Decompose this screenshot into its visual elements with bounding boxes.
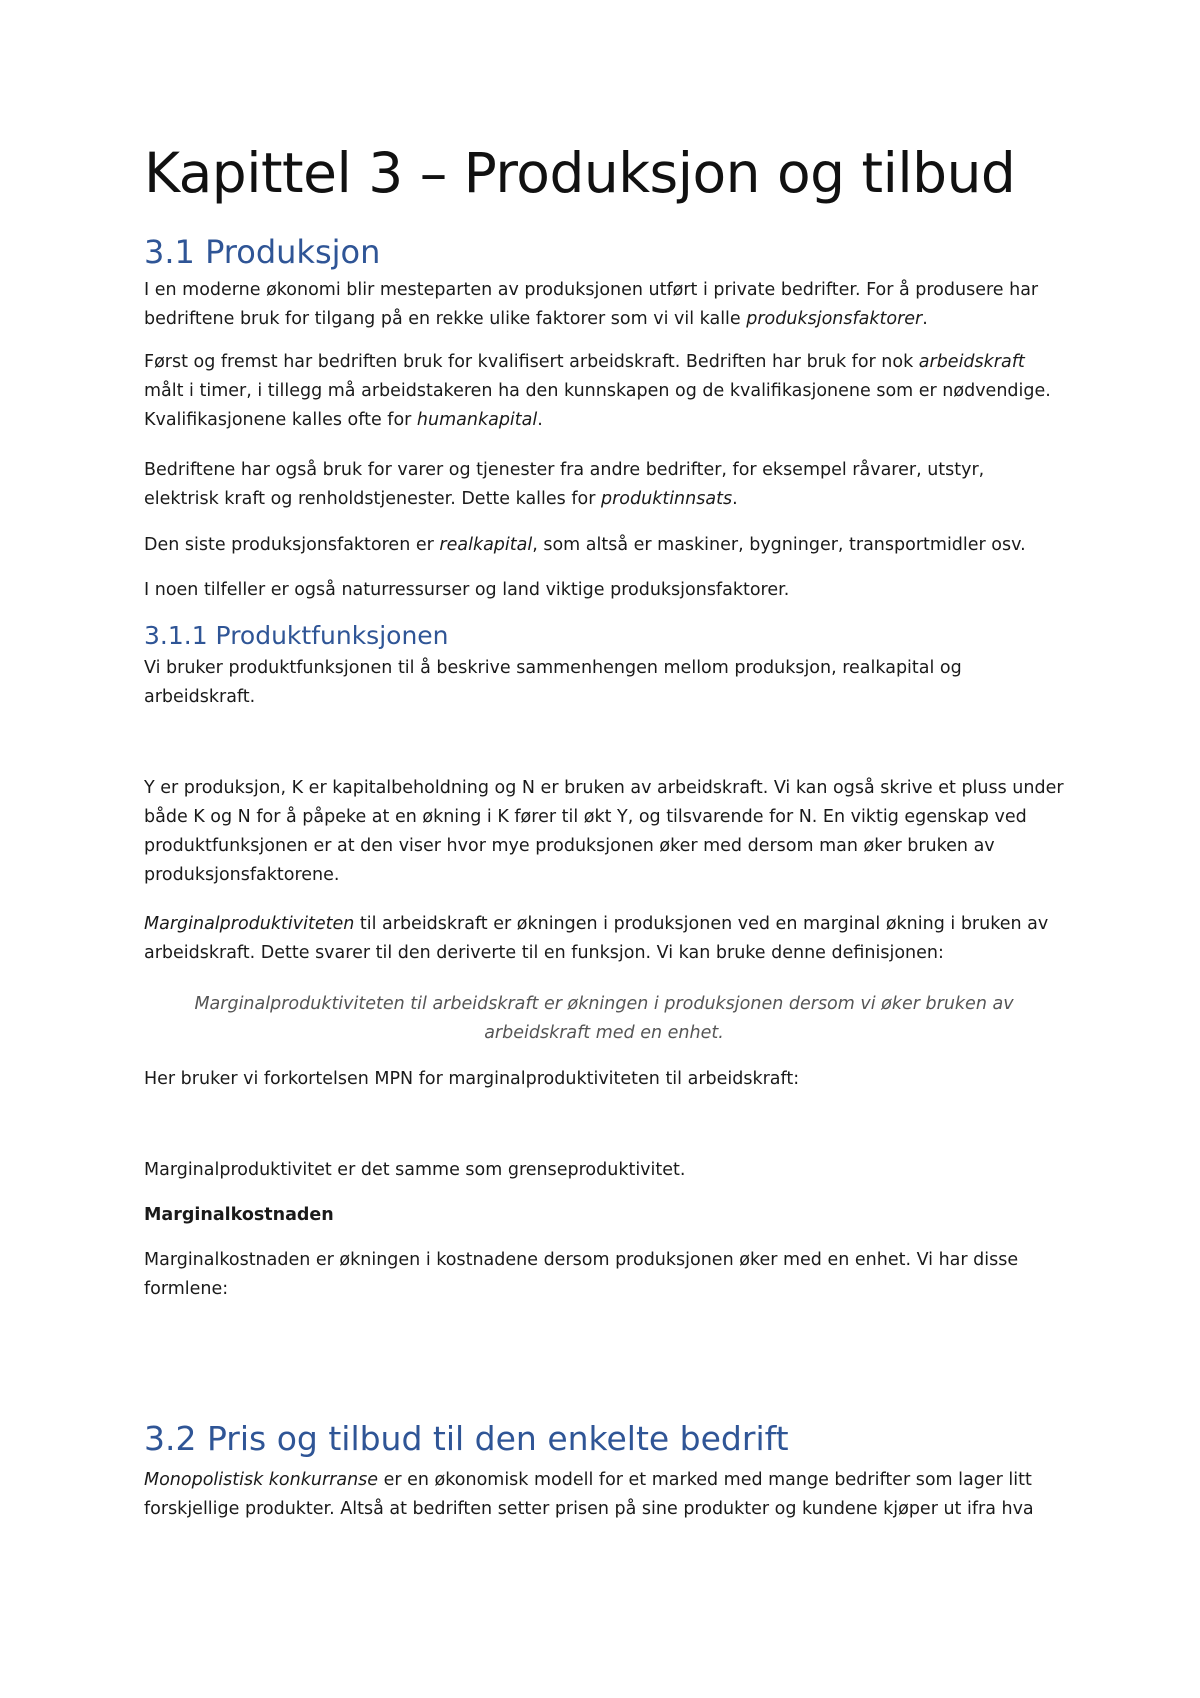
paragraph: Y er produksjon, K er kapitalbeholdning og N er bruken av arbeidskraft. Vi kan også skrive et pluss under både K og N for å påpeke at en økning i K fører til økt Y, og tilsvarende for N. En viktig egenskap ved produktfunksjonen er at den viser hvor mye produksjonen øker med dersom man øker bruken av produksjonsfaktorene. [144, 778, 1064, 885]
paragraph: Monopolistisk konkurranse er en økonomisk modell for et marked med mange bedrifter som lager litt forskjellige produkter. Altså at bedriften setter prisen på sine produkter og kundene kjøper ut ifra hva [144, 1470, 1034, 1519]
paragraph: Vi bruker produktfunksjonen til å beskrive sammenhengen mellom produksjon, realkapital og arbeidskraft. [144, 658, 962, 707]
chapter-title: Kapittel 3 – Produksjon og tilbud [144, 141, 1016, 205]
section-heading-3-2: 3.2 Pris og tilbud til den enkelte bedrift [144, 1419, 789, 1458]
paragraph: Den siste produksjonsfaktoren er realkapital, som altså er maskiner, bygninger, transportmidler osv. [144, 535, 1026, 555]
section-heading-3-1-1: 3.1.1 Produktfunksjonen [144, 621, 449, 650]
paragraph: I en moderne økonomi blir mesteparten av produksjonen utført i private bedrifter. For å produsere har bedriftene bruk for tilgang på en rekke ulike faktorer som vi vil kalle produksjonsfaktorer. [144, 280, 1039, 329]
paragraph: Her bruker vi forkortelsen MPN for marginalproduktiviteten til arbeidskraft: [144, 1069, 800, 1089]
paragraph: Bedriftene har også bruk for varer og tjenester fra andre bedrifter, for eksempel råvarer, utstyr, elektrisk kraft og renholdstjenester. Dette kalles for produktinnsats. [144, 460, 985, 509]
definition-quote: Marginalproduktiviteten til arbeidskraft er økningen i produksjonen dersom vi øker bruken av arbeidskraft med en enhet. [194, 994, 1014, 1043]
paragraph: Marginalproduktivitet er det samme som grenseproduktivitet. [144, 1160, 686, 1180]
paragraph: I noen tilfeller er også naturressurser og land viktige produksjonsfaktorer. [144, 580, 790, 600]
section-heading-3-1: 3.1 Produksjon [144, 233, 381, 271]
paragraph: Først og fremst har bedriften bruk for kvalifisert arbeidskraft. Bedriften har bruk for nok arbeidskraft målt i timer, i tillegg må arbeidstakeren ha den kunnskapen og de kvalifikasjonene som er nødvendige. Kvalifikasjonene kalles ofte for humankapital. [144, 352, 1051, 430]
paragraph: Marginalkostnaden er økningen i kostnadene dersom produksjonen øker med en enhet. Vi har disse formlene: [144, 1250, 1019, 1299]
paragraph: Marginalproduktiviteten til arbeidskraft er økningen i produksjonen ved en marginal økning i bruken av arbeidskraft. Dette svarer til den deriverte til en funksjon. Vi kan bruke denne definisjonen: [144, 914, 1049, 963]
subheading-marginalkostnaden: Marginalkostnaden [144, 1205, 334, 1225]
